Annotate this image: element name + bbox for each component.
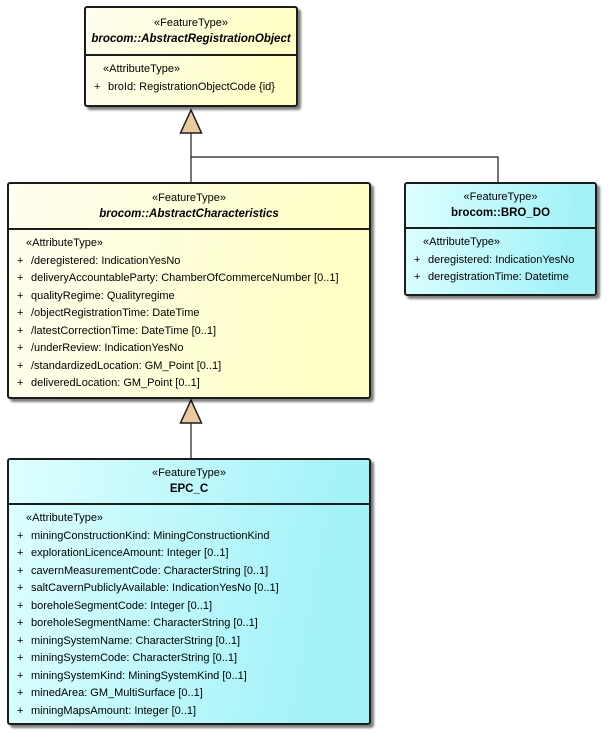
attribute-row (9, 668, 369, 686)
visibility-plus: + (17, 342, 24, 354)
attribute-text: minedArea: GM_MultiSurface [0..1] (31, 687, 203, 699)
visibility-plus: + (17, 307, 24, 319)
visibility-plus: + (17, 704, 24, 717)
attribute-compartment (9, 230, 369, 397)
class-header (86, 8, 296, 56)
visibility-plus: + (17, 669, 24, 682)
visibility-plus: + (17, 582, 24, 594)
attribute-stereotype-label: «AttributeType» (103, 63, 181, 75)
attribute-row (9, 703, 369, 721)
attribute-row (9, 545, 369, 563)
attribute-row (9, 270, 369, 288)
inheritance-triangle-icon (181, 110, 202, 133)
attribute-text: /standardizedLocation: GM_Point [0..1] (31, 359, 222, 372)
visibility-plus: + (17, 324, 24, 337)
attribute-row (9, 323, 369, 341)
attribute-text: miningSystemName: CharacterString [0..1] (31, 634, 241, 647)
class-header (406, 184, 595, 229)
attribute-row (86, 79, 296, 97)
class-abstract-characteristics[interactable] (7, 182, 371, 399)
attribute-text: deliveredLocation: GM_Point [0..1] (31, 377, 200, 389)
attribute-text: deregistrationTime: Datetime (428, 271, 569, 283)
visibility-plus: + (17, 359, 24, 372)
attribute-text: miningConstructionKind: MiningConstructionKind (31, 529, 270, 542)
attribute-row (9, 358, 369, 376)
attribute-row (406, 269, 595, 287)
visibility-plus: + (414, 253, 421, 266)
attribute-compartment (9, 505, 369, 723)
attribute-text: miningSystemCode: CharacterString [0..1] (31, 652, 238, 664)
attribute-text: /underReview: IndicationYesNo (31, 342, 184, 354)
class-epc-c[interactable] (7, 458, 371, 725)
attribute-stereotype-label: «AttributeType» (26, 237, 104, 249)
visibility-plus: + (17, 564, 24, 577)
attribute-text: deregistered: IndicationYesNo (428, 253, 575, 266)
attribute-text: deliveryAccountableParty: ChamberOfCommerceNumber [0..1] (31, 272, 339, 284)
attribute-text: explorationLicenceAmount: Integer [0..1] (31, 547, 229, 559)
attribute-compartment (86, 56, 296, 105)
class-name: brocom::AbstractRegistrationObject (91, 32, 291, 45)
attribute-row (9, 253, 369, 271)
attribute-row (9, 528, 369, 546)
attribute-row (9, 580, 369, 598)
attribute-row (9, 633, 369, 651)
attribute-compartment (406, 229, 595, 294)
visibility-plus: + (17, 272, 24, 284)
attribute-row (9, 598, 369, 616)
stereotype-label: «FeatureType» (154, 16, 228, 29)
visibility-plus: + (17, 599, 24, 612)
visibility-plus: + (17, 254, 24, 267)
attribute-row (9, 685, 369, 703)
attribute-text: boreholeSegmentName: CharacterString [0..1] (31, 617, 258, 629)
inheritance-triangle-icon (181, 400, 202, 423)
class-name: brocom::AbstractCharacteristics (99, 207, 279, 220)
attribute-text: miningMapsAmount: Integer [0..1] (31, 704, 197, 717)
class-name: brocom::BRO_DO (450, 207, 551, 219)
stereotype-label: «FeatureType» (152, 191, 226, 204)
class-header (9, 184, 369, 230)
attribute-text: miningSystemKind: MiningSystemKind [0..1] (31, 669, 247, 682)
visibility-plus: + (17, 289, 24, 302)
class-bro-do[interactable] (404, 182, 597, 296)
attribute-row (9, 375, 369, 393)
stereotype-label: «FeatureType» (463, 191, 538, 203)
attribute-row (9, 288, 369, 306)
attribute-text: broId: RegistrationObjectCode {id} (108, 80, 275, 93)
attribute-row (9, 615, 369, 633)
visibility-plus: + (17, 634, 24, 647)
stereotype-label: «FeatureType» (152, 467, 226, 479)
attribute-text: /objectRegistrationTime: DateTime (31, 307, 200, 319)
visibility-plus: + (94, 80, 101, 93)
visibility-plus: + (414, 271, 421, 283)
visibility-plus: + (17, 652, 24, 664)
attribute-text: cavernMeasurementCode: CharacterString [0..1] (31, 564, 269, 577)
attribute-text: saltCavernPubliclyAvailable: IndicationYesNo [0..1] (31, 582, 279, 594)
visibility-plus: + (17, 617, 24, 629)
generalization-line-to-registration-object (191, 133, 498, 182)
class-name: EPC_C (169, 483, 209, 495)
attribute-row (9, 650, 369, 668)
attribute-text: boreholeSegmentCode: Integer [0..1] (31, 599, 213, 612)
attribute-stereotype-label: «AttributeType» (423, 236, 501, 248)
visibility-plus: + (17, 687, 24, 699)
class-header (9, 460, 369, 505)
visibility-plus: + (17, 377, 24, 389)
visibility-plus: + (17, 529, 24, 542)
class-abstract-registration-object[interactable] (84, 6, 298, 107)
attribute-stereotype-label: «AttributeType» (26, 512, 104, 524)
attribute-row (9, 305, 369, 323)
attribute-text: qualityRegime: Qualityregime (31, 289, 175, 302)
visibility-plus: + (17, 547, 24, 559)
attribute-row (9, 563, 369, 581)
attribute-row (9, 340, 369, 358)
attribute-text: /latestCorrectionTime: DateTime [0..1] (31, 324, 217, 337)
attribute-row (406, 252, 595, 270)
attribute-text: /deregistered: IndicationYesNo (31, 254, 181, 267)
